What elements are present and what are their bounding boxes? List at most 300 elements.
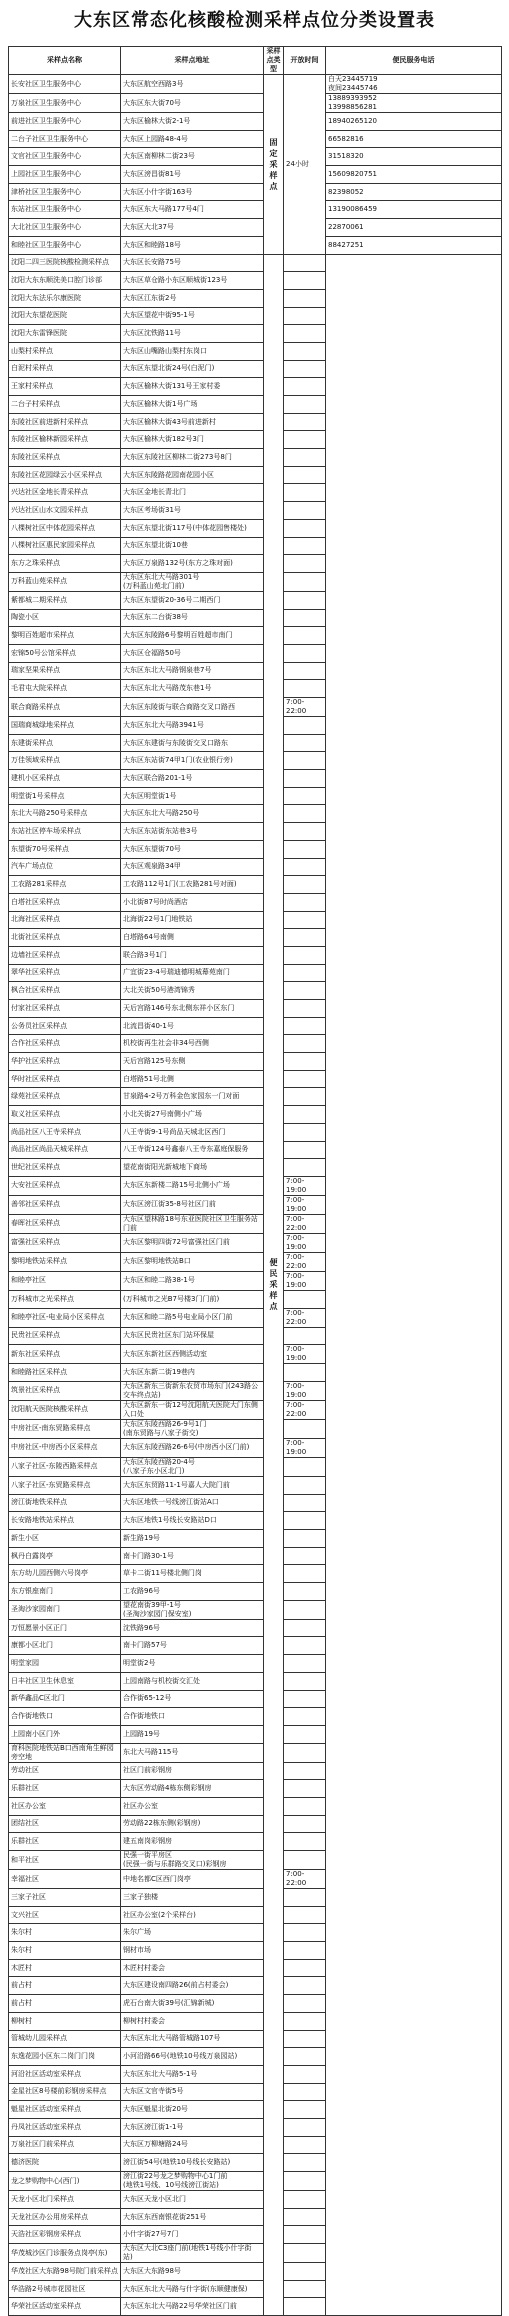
site-name: 黎明百姓超市采样点: [9, 627, 121, 645]
open-hours: [284, 2065, 326, 2083]
open-hours: [284, 911, 326, 929]
site-address: 小北街87号时尚酒店: [121, 893, 264, 911]
site-name: 绿苑社区采样点: [9, 1088, 121, 1106]
site-name: 东北大马路250号采样点: [9, 805, 121, 823]
site-name: 东陵社区花园绿云小区采样点: [9, 466, 121, 484]
site-address: 大东区黎明四街72号富强社区门前: [121, 1233, 264, 1252]
open-hours: [284, 1906, 326, 1924]
site-address: 大东区航空西路3号: [121, 75, 264, 94]
open-hours: [284, 431, 326, 449]
site-address: 南卡门路30-1号: [121, 1547, 264, 1565]
open-hours: [284, 1364, 326, 1382]
table-row: [9, 219, 502, 237]
site-address: 大东区榆林大街131号王家村委: [121, 378, 264, 396]
site-name: 万泉社区卫生服务中心: [9, 94, 121, 113]
site-name: 北街社区采样点: [9, 929, 121, 947]
site-name: 前占村: [9, 1995, 121, 2013]
site-name: 华护社区采样点: [9, 1053, 121, 1071]
site-name: 东陵社区采样点: [9, 449, 121, 467]
site-address: 大东区东大马路177号4门: [121, 201, 264, 219]
site-name: 华茂城沙区门诊服务点岗亭(东): [9, 2244, 121, 2263]
site-address: 大东区明堂街1号: [121, 787, 264, 805]
table-row: [9, 94, 502, 113]
open-hours: 7:00-19:00: [284, 1271, 326, 1290]
site-name: 朱尔村: [9, 1942, 121, 1960]
site-name: 八棵树社区惠民家园采样点: [9, 537, 121, 555]
open-hours: [284, 1851, 326, 1870]
site-name: 和睦亭社区: [9, 1271, 121, 1290]
site-address: 民强一街平房区 (民强一街与乐群路交叉口)彩钢房: [121, 1851, 264, 1870]
site-name: 三家子社区: [9, 1889, 121, 1907]
site-address: 大东区东望街70号: [121, 840, 264, 858]
site-name: 德济医院: [9, 2154, 121, 2172]
open-hours: [284, 1762, 326, 1780]
site-name: 康都小区北门: [9, 1637, 121, 1655]
open-hours: [284, 2298, 326, 2316]
open-hours: 7:00-22:00: [284, 1214, 326, 1233]
site-address: 大东区万柳塘路24号: [121, 2136, 264, 2154]
site-name: 圣淘沙家园南门: [9, 1600, 121, 1619]
site-name: 幸福社区: [9, 1870, 121, 1889]
site-name: 沈阳大东雷锋医院: [9, 325, 121, 343]
table-row: [9, 148, 502, 166]
site-address: 大东区联合路201-1号: [121, 770, 264, 788]
site-address: 大东区滂昌街81号: [121, 166, 264, 184]
site-address: 工农路112号1门(工农路281号对面): [121, 876, 264, 894]
open-hours: [284, 519, 326, 537]
open-hours: [284, 805, 326, 823]
open-hours: [284, 1995, 326, 2013]
service-phone: 82398052: [326, 183, 502, 201]
site-name: 东站社区停车场采样点: [9, 823, 121, 841]
site-address: 白塔路64号南侧: [121, 929, 264, 947]
site-name: 边墙社区采样点: [9, 946, 121, 964]
site-name: 东建街采样点: [9, 734, 121, 752]
site-name: 东陵社区前进新村采样点: [9, 413, 121, 431]
site-address: 合作街65-12号: [121, 1690, 264, 1708]
site-name: 国瑞商城绿地采样点: [9, 717, 121, 735]
site-address: 大东区东新社区西侧活动室: [121, 1345, 264, 1364]
open-hours: [284, 2244, 326, 2263]
open-hours: [284, 1494, 326, 1512]
open-hours: [284, 2263, 326, 2281]
open-hours: [284, 1290, 326, 1308]
site-address: 广宜街23-4号瑞迪德明城幕苑南门: [121, 964, 264, 982]
site-address: 上园南路与机校街交汇处: [121, 1672, 264, 1690]
site-name: 东方银座南门: [9, 1583, 121, 1601]
site-address: 大东区山嘴路山梨村东岗口: [121, 342, 264, 360]
site-address: 大东区文官寺街5号: [121, 2083, 264, 2101]
site-address: 天后宫路146号东北侧东祥小区东门: [121, 1000, 264, 1018]
site-address: 大东区东陵西路20-4号 (八家子东小区北门): [121, 1457, 264, 1476]
open-hours: [284, 2101, 326, 2119]
open-hours: [284, 929, 326, 947]
site-name: 沈阳大东望花医院: [9, 307, 121, 325]
site-address: 大东区东新楼二路15号北侧小广场: [121, 1176, 264, 1195]
site-address: 劳动路22栋东侧(彩钢房): [121, 1815, 264, 1833]
site-address: 大东区东北大马路301号 (万科蓝山苑北门前): [121, 572, 264, 591]
site-name: 紫都城二期采样点: [9, 591, 121, 609]
open-hours: [284, 1672, 326, 1690]
site-name: 万恒愿景小区正门: [9, 1619, 121, 1637]
site-address: 三家子独楼: [121, 1889, 264, 1907]
site-name: 柳树村: [9, 2012, 121, 2030]
site-name: 龙之梦购物中心(西门): [9, 2172, 121, 2191]
site-name: 东望街70号采样点: [9, 840, 121, 858]
site-address: 八王寺街9-1号尚品天城北区西门: [121, 1123, 264, 1141]
service-phone: 白天23445719 夜间23445746: [326, 75, 502, 94]
site-address: 大东区东大街70号: [121, 94, 264, 113]
open-hours: [284, 823, 326, 841]
site-name: 联合商路采样点: [9, 698, 121, 717]
open-hours: [284, 254, 326, 272]
site-address: 社区门前彩钢房: [121, 1762, 264, 1780]
open-hours: [284, 2226, 326, 2244]
site-name: 汽车广场点位: [9, 858, 121, 876]
site-address: 大东区东望北街117号(中体花园售楼处): [121, 519, 264, 537]
open-hours: [284, 2012, 326, 2030]
site-name: 天龙社区办公用房采样点: [9, 2208, 121, 2226]
site-address: 南卡门路57号: [121, 1637, 264, 1655]
table-row: [9, 75, 502, 94]
site-name: 翠华社区采样点: [9, 964, 121, 982]
site-address: 大东区天龙小区北门: [121, 2191, 264, 2209]
open-hours: 7:00-22:00: [284, 1870, 326, 1889]
site-address: 社区办公室: [121, 1797, 264, 1815]
open-hours: 7:00-19:00: [284, 1345, 326, 1364]
open-hours: [284, 2083, 326, 2101]
site-address: 大东区东陵西路26-9号1门 (南东贸路与八家子街交): [121, 1419, 264, 1438]
open-hours: [284, 1530, 326, 1548]
open-hours: [284, 1070, 326, 1088]
site-name: 乐群社区: [9, 1780, 121, 1798]
site-name: 东站社区卫生服务中心: [9, 201, 121, 219]
table-row: [9, 201, 502, 219]
open-hours: [284, 2048, 326, 2066]
open-hours: [284, 893, 326, 911]
site-name: 东陵社区榆林新园采样点: [9, 431, 121, 449]
open-hours: [284, 502, 326, 520]
sampling-sites-table: [8, 46, 502, 2316]
open-hours: [284, 1619, 326, 1637]
site-name: 新生小区: [9, 1530, 121, 1548]
open-hours: [284, 449, 326, 467]
site-name: 毛君屯大院采样点: [9, 680, 121, 698]
open-hours: [284, 555, 326, 573]
site-name: 八棵树社区中体花园采样点: [9, 519, 121, 537]
open-hours: 7:00-22:00: [284, 1252, 326, 1271]
open-hours: 7:00-19:00: [284, 1233, 326, 1252]
service-phone: 22870061: [326, 219, 502, 237]
site-address: 大东区东北大马路22号华荣社区门前: [121, 2298, 264, 2316]
open-hours: [284, 946, 326, 964]
site-name: 工农路281采样点: [9, 876, 121, 894]
site-address: 大东区滂江街1-1号: [121, 2118, 264, 2136]
site-name: 白泥村采样点: [9, 360, 121, 378]
site-address: 大北关街50号港湾锦秀: [121, 982, 264, 1000]
open-hours: [284, 717, 326, 735]
site-name: 兴达社区金地长青采样点: [9, 484, 121, 502]
open-hours: [284, 1565, 326, 1583]
site-address: 大东区东北大马路与什字街(东顺健康保): [121, 2280, 264, 2298]
table-row: [9, 166, 502, 184]
open-hours: [284, 572, 326, 591]
site-name: 乐群社区: [9, 1833, 121, 1851]
site-address: 大东区南柳林二街23号: [121, 148, 264, 166]
site-address: 望花南街39甲-1号 (圣淘沙家园门保安室): [121, 1600, 264, 1619]
open-hours: [284, 644, 326, 662]
service-phone: 13190086459: [326, 201, 502, 219]
site-name: 白塔社区采样点: [9, 893, 121, 911]
site-name: 东方之珠采样点: [9, 555, 121, 573]
site-address: 大东区东新二街19巷内: [121, 1364, 264, 1382]
site-name: 枫合社区采样点: [9, 982, 121, 1000]
site-name: 枫丹白露岗亭: [9, 1547, 121, 1565]
site-address: 大东区劳动路4栋东侧彩钢房: [121, 1780, 264, 1798]
site-address: 大东区东陵西路26-6号(中房西小区门前): [121, 1438, 264, 1457]
site-name: 合作街地铁口: [9, 1708, 121, 1726]
open-hours: [284, 1725, 326, 1743]
open-hours: [284, 342, 326, 360]
site-address: 八王寺街124号鑫泰八王寺东嘉庭保服务: [121, 1141, 264, 1159]
open-hours: 7:00-19:00: [284, 1381, 326, 1400]
open-hours: [284, 1419, 326, 1438]
header-site-address: 采样点地址: [121, 47, 264, 75]
site-name: 取义社区采样点: [9, 1106, 121, 1124]
site-address: 大东区小什字街163号: [121, 183, 264, 201]
site-name: 上园社区卫生服务中心: [9, 166, 121, 184]
site-address: 小什字街27号7门: [121, 2226, 264, 2244]
open-hours: [284, 1123, 326, 1141]
site-name: 长安路地铁站采样点: [9, 1512, 121, 1530]
site-name: 合作社区采样点: [9, 1035, 121, 1053]
site-address: 大东区东建街与东陵街交叉口路东: [121, 734, 264, 752]
site-address: 大东区东北大马路5-1号: [121, 2065, 264, 2083]
open-hours: [284, 1833, 326, 1851]
site-name: 陶瓷小区: [9, 609, 121, 627]
site-address: 滂江街22号龙之梦购物中心1门前 (地铁1号线、10号线滂江街站): [121, 2172, 264, 2191]
site-address: 天后宫路125号东侧: [121, 1053, 264, 1071]
site-address: 大东区东北大马路250号: [121, 805, 264, 823]
site-name: 新华鑫品C区北门: [9, 1690, 121, 1708]
table-header-row: [9, 47, 502, 75]
site-address: 木匠村村委会: [121, 1959, 264, 1977]
site-name: 华茂社区大东路98号院门前采样点: [9, 2263, 121, 2281]
site-address: 小河沿路66号(地铁10号线万泉园站): [121, 2048, 264, 2066]
site-name: 黎明地铁站采样点: [9, 1252, 121, 1271]
open-hours: [284, 752, 326, 770]
site-name: 东逸花园小区东二岗门门岗: [9, 2048, 121, 2066]
site-address: 大东区地铁1号线长安路站D口: [121, 1512, 264, 1530]
site-name: 山梨村采样点: [9, 342, 121, 360]
site-name: 朱尔村: [9, 1924, 121, 1942]
open-hours: 7:00-19:00: [284, 1176, 326, 1195]
table-row: [9, 183, 502, 201]
site-name: 万佳领域采样点: [9, 752, 121, 770]
site-name: 大安社区采样点: [9, 1176, 121, 1195]
table-row: [9, 254, 502, 272]
open-hours: [284, 2172, 326, 2191]
open-hours: [284, 734, 326, 752]
site-name: 宏锦50号公馆采样点: [9, 644, 121, 662]
site-name: 沈阳大东东顺洗美口腔门诊部: [9, 272, 121, 290]
site-name: 津桥社区卫生服务中心: [9, 183, 121, 201]
open-hours: [284, 1583, 326, 1601]
service-phone: 18940265120: [326, 113, 502, 131]
open-hours: [284, 1106, 326, 1124]
site-address: 大东区上园路48-4号: [121, 130, 264, 148]
site-address: 大东区大东路98号: [121, 2263, 264, 2281]
site-address: 大东区大北37号: [121, 219, 264, 237]
site-name: 天龙小区北门采样点: [9, 2191, 121, 2209]
site-address: 沈铁路96号: [121, 1619, 264, 1637]
site-address: 大东区东贸路11-1号嘉人大院门前: [121, 1476, 264, 1494]
open-hours: [284, 1780, 326, 1798]
site-name: 华浩路2号城市花园社区: [9, 2280, 121, 2298]
site-name: 公务员社区采样点: [9, 1017, 121, 1035]
site-name: 明堂街1号采样点: [9, 787, 121, 805]
site-type-convenience: 便民采样点: [264, 254, 284, 2316]
open-hours: [284, 1743, 326, 1762]
open-hours: [284, 289, 326, 307]
header-site-name: 采样点名称: [9, 47, 121, 75]
site-name: 民贵社区采样点: [9, 1327, 121, 1345]
site-name: 和睦亭社区-电业局小区采样点: [9, 1308, 121, 1327]
open-hours: [284, 1924, 326, 1942]
site-name: 魁星社区活动室采样点: [9, 2101, 121, 2119]
site-address: 大东区黎明地铁站B口: [121, 1252, 264, 1271]
site-address: 建五南岗彩钢房: [121, 1833, 264, 1851]
site-address: 中地名都C区西门岗亭: [121, 1870, 264, 1889]
site-name: 兴达社区山水文园采样点: [9, 502, 121, 520]
site-name: 北海社区采样点: [9, 911, 121, 929]
site-address: 明堂街2号: [121, 1655, 264, 1673]
open-hours: [284, 1889, 326, 1907]
site-name: 筑景社区采样点: [9, 1381, 121, 1400]
table-row: [9, 236, 502, 254]
site-name: 建机小区采样点: [9, 770, 121, 788]
open-hours: [284, 1457, 326, 1476]
open-hours: [284, 2030, 326, 2048]
site-name: 沈阳二四三医院核酸检测采样点: [9, 254, 121, 272]
site-address: 大东区东北大马路茂东巷1号: [121, 680, 264, 698]
site-address: 工农路96号: [121, 1583, 264, 1601]
open-hours: [284, 466, 326, 484]
site-name: 滂江街地铁采样点: [9, 1494, 121, 1512]
site-address: 大东区长安路75号: [121, 254, 264, 272]
open-hours: [284, 1815, 326, 1833]
open-hours: [284, 1637, 326, 1655]
site-address: 大东区考场街31号: [121, 502, 264, 520]
table-row: [9, 130, 502, 148]
open-hours: [284, 484, 326, 502]
site-address: 朱尔广场: [121, 1924, 264, 1942]
site-name: 付家社区采样点: [9, 1000, 121, 1018]
site-address: 望花南街阳光新城地下商场: [121, 1159, 264, 1177]
open-hours: [284, 609, 326, 627]
site-address: 大东区草仓路小东区顺城街123号: [121, 272, 264, 290]
open-hours: [284, 1053, 326, 1071]
site-name: 八家子社区-东陵西路采样点: [9, 1457, 121, 1476]
site-name: 管城幼儿园采样点: [9, 2030, 121, 2048]
open-hours: [284, 2154, 326, 2172]
open-hours: [284, 2208, 326, 2226]
site-name: 东方幼儿园西侧六号岗亭: [9, 1565, 121, 1583]
site-address: 新生路19号: [121, 1530, 264, 1548]
site-address: 大东区金地长青北门: [121, 484, 264, 502]
site-address: 小北关街27号南侧小广场: [121, 1106, 264, 1124]
open-hours: [284, 1017, 326, 1035]
open-hours: [284, 413, 326, 431]
site-address: 上园路19号: [121, 1725, 264, 1743]
site-name: 中房社区-南东贸路采样点: [9, 1419, 121, 1438]
open-hours: [284, 1600, 326, 1619]
site-name: 万泉社区门前采样点: [9, 2136, 121, 2154]
site-name: 万科蓝山苑采样点: [9, 572, 121, 591]
open-hours: [284, 307, 326, 325]
header-site-type: 采样点类型: [264, 47, 284, 75]
open-hours: [284, 2136, 326, 2154]
site-address: 大东区东站街74甲1门(农业银行旁): [121, 752, 264, 770]
open-hours: 7:00-22:00: [284, 1308, 326, 1327]
site-address: (万科城市之光B7号楼3门门前): [121, 1290, 264, 1308]
open-hours: 7:00-19:00: [284, 1195, 326, 1214]
open-hours-fixed: 24小时: [284, 75, 326, 255]
site-address: 合作街地铁口: [121, 1708, 264, 1726]
site-address: 大东区新东三街新东农贸市场东门(243路公交车终点站): [121, 1381, 264, 1400]
site-address: 大东区和睦二路38-1号: [121, 1271, 264, 1290]
open-hours: [284, 1000, 326, 1018]
site-name: 二台子社区卫生服务中心: [9, 130, 121, 148]
open-hours: [284, 1690, 326, 1708]
open-hours: [284, 591, 326, 609]
site-address: 大东区榆林大街182号3门: [121, 431, 264, 449]
header-open-hours: 开放时间: [284, 47, 326, 75]
site-address: 柳树村村委会: [121, 2012, 264, 2030]
open-hours: [284, 396, 326, 414]
site-name: 华时社区采样点: [9, 1070, 121, 1088]
open-hours: [284, 662, 326, 680]
site-name: 世纪社区采样点: [9, 1159, 121, 1177]
open-hours: [284, 627, 326, 645]
open-hours: [284, 272, 326, 290]
site-address: 大东区民贵社区东门站环保屋: [121, 1327, 264, 1345]
open-hours: [284, 1088, 326, 1106]
open-hours: [284, 1655, 326, 1673]
table-row: [9, 113, 502, 131]
site-name: 春晖社区采样点: [9, 1214, 121, 1233]
site-name: 日丰社区卫生休息室: [9, 1672, 121, 1690]
site-address: 大东区东望街20-36号二期西门: [121, 591, 264, 609]
open-hours: [284, 1959, 326, 1977]
site-name: 瑞家坚果采样点: [9, 662, 121, 680]
site-address: 大东区东北大马路钢泉巷7号: [121, 662, 264, 680]
site-address: 联合路3号1门: [121, 946, 264, 964]
site-address: 钢材市场: [121, 1942, 264, 1960]
site-name: 善邻社区采样点: [9, 1195, 121, 1214]
open-hours: [284, 1797, 326, 1815]
site-type-fixed: 固定采样点: [264, 75, 284, 255]
open-hours: [284, 325, 326, 343]
site-address: 大东区大北C3座门前(地铁1号线小什字街站): [121, 2244, 264, 2263]
open-hours: [284, 2280, 326, 2298]
open-hours: [284, 876, 326, 894]
site-address: 大东区魁星北街20号: [121, 2101, 264, 2119]
site-name: 社区办公室: [9, 1797, 121, 1815]
site-name: 中房社区-中房西小区采样点: [9, 1438, 121, 1457]
site-address: 大东区和睦二路5号电业局小区门前: [121, 1308, 264, 1327]
site-address: 甘泉路4-2号万科金色家园东一门对面: [121, 1088, 264, 1106]
